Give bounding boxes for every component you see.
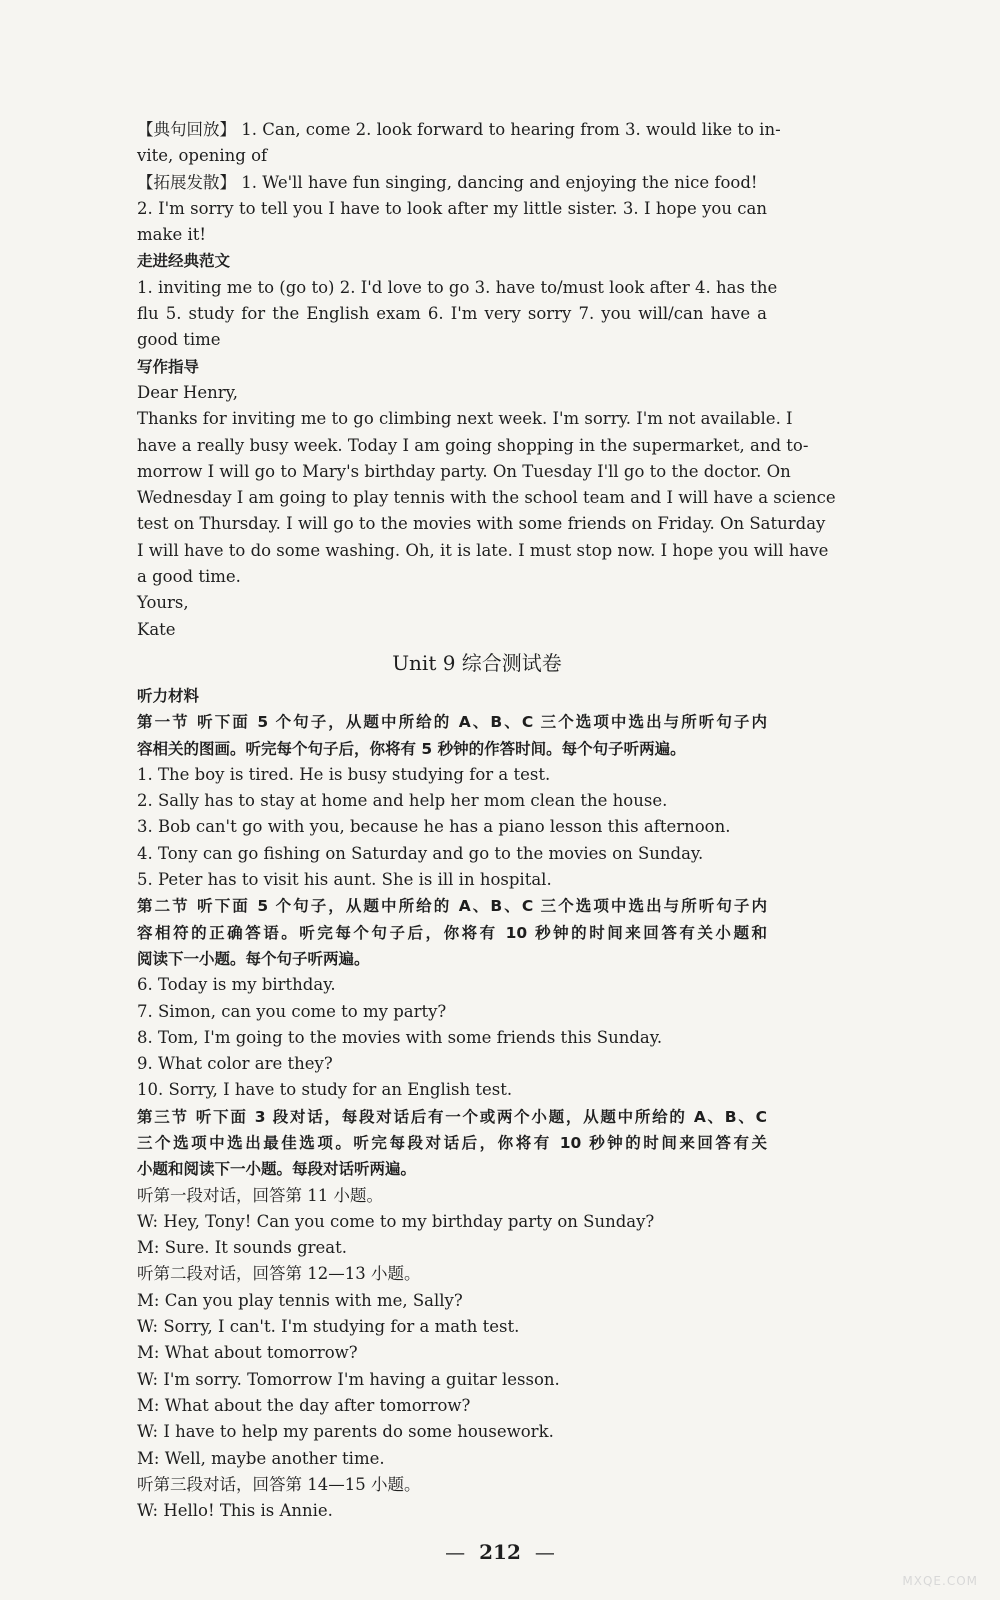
section-heading-line: 容相关的图画。听完每个句子后，你将有 5 秒钟的作答时间。每个句子听两遍。 bbox=[137, 739, 686, 758]
text-line: W: Sorry, I can't. I'm studying for a math test. bbox=[137, 1317, 520, 1337]
section-heading-line: 第二节 听下面 5 个句子，从题中所给的 A、B、C 三个选项中选出与所听句子内 bbox=[137, 897, 767, 916]
section-heading-line: 写作指导 bbox=[137, 357, 200, 376]
page-number-value: 212 bbox=[479, 1540, 521, 1564]
text-line: 10. Sorry, I have to study for an English test. bbox=[137, 1080, 513, 1100]
section-heading-line: 听力材料 bbox=[137, 686, 200, 705]
section-heading-line: 第三节 听下面 3 段对话，每段对话后有一个或两个小题，从题中所给的 A、B、C bbox=[137, 1107, 767, 1126]
text-line: 3. Bob can't go with you, because he has a piano lesson this afternoon. bbox=[137, 817, 731, 837]
text-line: a good time. bbox=[137, 567, 241, 587]
text-line: W: Hello! This is Annie. bbox=[137, 1501, 333, 1521]
text-line: M: Sure. It sounds great. bbox=[137, 1238, 348, 1258]
text-line: 听第三段对话，回答第 14—15 小题。 bbox=[137, 1474, 421, 1494]
text-line: Wednesday I am going to play tennis with the school team and I will have a science bbox=[137, 488, 836, 508]
text-line: make it! bbox=[137, 225, 207, 245]
text-line: Dear Henry, bbox=[137, 382, 239, 402]
unit-title: Unit 9 综合测试卷 bbox=[392, 650, 562, 675]
text-line: have a really busy week. Today I am going shopping in the supermarket, and to- bbox=[137, 435, 809, 455]
text-line: M: What about the day after tomorrow? bbox=[137, 1395, 471, 1415]
text-line: 6. Today is my birthday. bbox=[137, 975, 336, 995]
text-line: 听第二段对话，回答第 12—13 小题。 bbox=[137, 1264, 421, 1284]
text-line: 2. Sally has to stay at home and help her mom clean the house. bbox=[137, 791, 668, 811]
text-line: 1. The boy is tired. He is busy studying for a test. bbox=[137, 764, 551, 784]
text-line: W: Hey, Tony! Can you come to my birthday party on Sunday? bbox=[137, 1211, 655, 1231]
section-heading-line: 小题和阅读下一小题。每段对话听两遍。 bbox=[137, 1160, 417, 1179]
watermark-text: MXQE.COM bbox=[902, 1574, 978, 1588]
page-number: — 212 — bbox=[445, 1540, 555, 1564]
text-line: Kate bbox=[137, 619, 176, 639]
text-line: I will have to do some washing. Oh, it is late. I must stop now. I hope you will have bbox=[137, 540, 829, 560]
text-line: Thanks for inviting me to go climbing next week. I'm sorry. I'm not available. I bbox=[137, 409, 793, 429]
text-line: M: What about tomorrow? bbox=[137, 1343, 358, 1363]
text-line: M: Can you play tennis with me, Sally? bbox=[137, 1290, 463, 1310]
section-heading-line: 第一节 听下面 5 个句子，从题中所给的 A、B、C 三个选项中选出与所听句子内 bbox=[137, 713, 767, 732]
text-line: 1. inviting me to (go to) 2. I'd love to go 3. have to/must look after 4. has the bbox=[137, 277, 778, 297]
document-body bbox=[137, 117, 836, 1524]
section-heading-line: 走进经典范文 bbox=[137, 252, 231, 271]
text-line: vite, opening of bbox=[137, 146, 268, 166]
text-line: 4. Tony can go fishing on Saturday and go to the movies on Sunday. bbox=[137, 843, 704, 863]
text-line: Yours, bbox=[137, 593, 189, 613]
text-line: 【典句回放】 1. Can, come 2. look forward to hearing from 3. would like to in- bbox=[137, 120, 781, 139]
text-line: morrow I will go to Mary's birthday party. On Tuesday I'll go to the doctor. On bbox=[137, 461, 791, 481]
text-line: test on Thursday. I will go to the movies with some friends on Friday. On Saturday bbox=[137, 514, 826, 534]
section-heading-line: 三个选项中选出最佳选项。听完每段对话后，你将有 10 秒钟的时间来回答有关 bbox=[137, 1133, 767, 1152]
text-line: good time bbox=[137, 330, 221, 350]
watermark-logo bbox=[818, 1530, 978, 1590]
text-line: flu 5. study for the English exam 6. I'm very sorry 7. you will/can have a bbox=[137, 304, 767, 324]
text-line: W: I have to help my parents do some housework. bbox=[137, 1422, 554, 1442]
text-line: 5. Peter has to visit his aunt. She is ill in hospital. bbox=[137, 870, 552, 890]
text-line: 2. I'm sorry to tell you I have to look after my little sister. 3. I hope you can bbox=[137, 198, 767, 218]
text-line: 7. Simon, can you come to my party? bbox=[137, 1001, 447, 1021]
text-line: 【拓展发散】 1. We'll have fun singing, dancing and enjoying the nice food! bbox=[137, 172, 758, 192]
text-line: M: Well, maybe another time. bbox=[137, 1448, 385, 1468]
section-heading-line: 阅读下一小题。每个句子听两遍。 bbox=[137, 949, 370, 968]
text-line: 9. What color are they? bbox=[137, 1054, 333, 1074]
text-line: 8. Tom, I'm going to the movies with some friends this Sunday. bbox=[137, 1027, 663, 1047]
section-heading-line: 容相符的正确答语。听完每个句子后，你将有 10 秒钟的时间来回答有关小题和 bbox=[137, 923, 767, 942]
text-line: 听第一段对话，回答第 11 小题。 bbox=[137, 1185, 383, 1205]
text-line: W: I'm sorry. Tomorrow I'm having a guitar lesson. bbox=[137, 1369, 560, 1389]
